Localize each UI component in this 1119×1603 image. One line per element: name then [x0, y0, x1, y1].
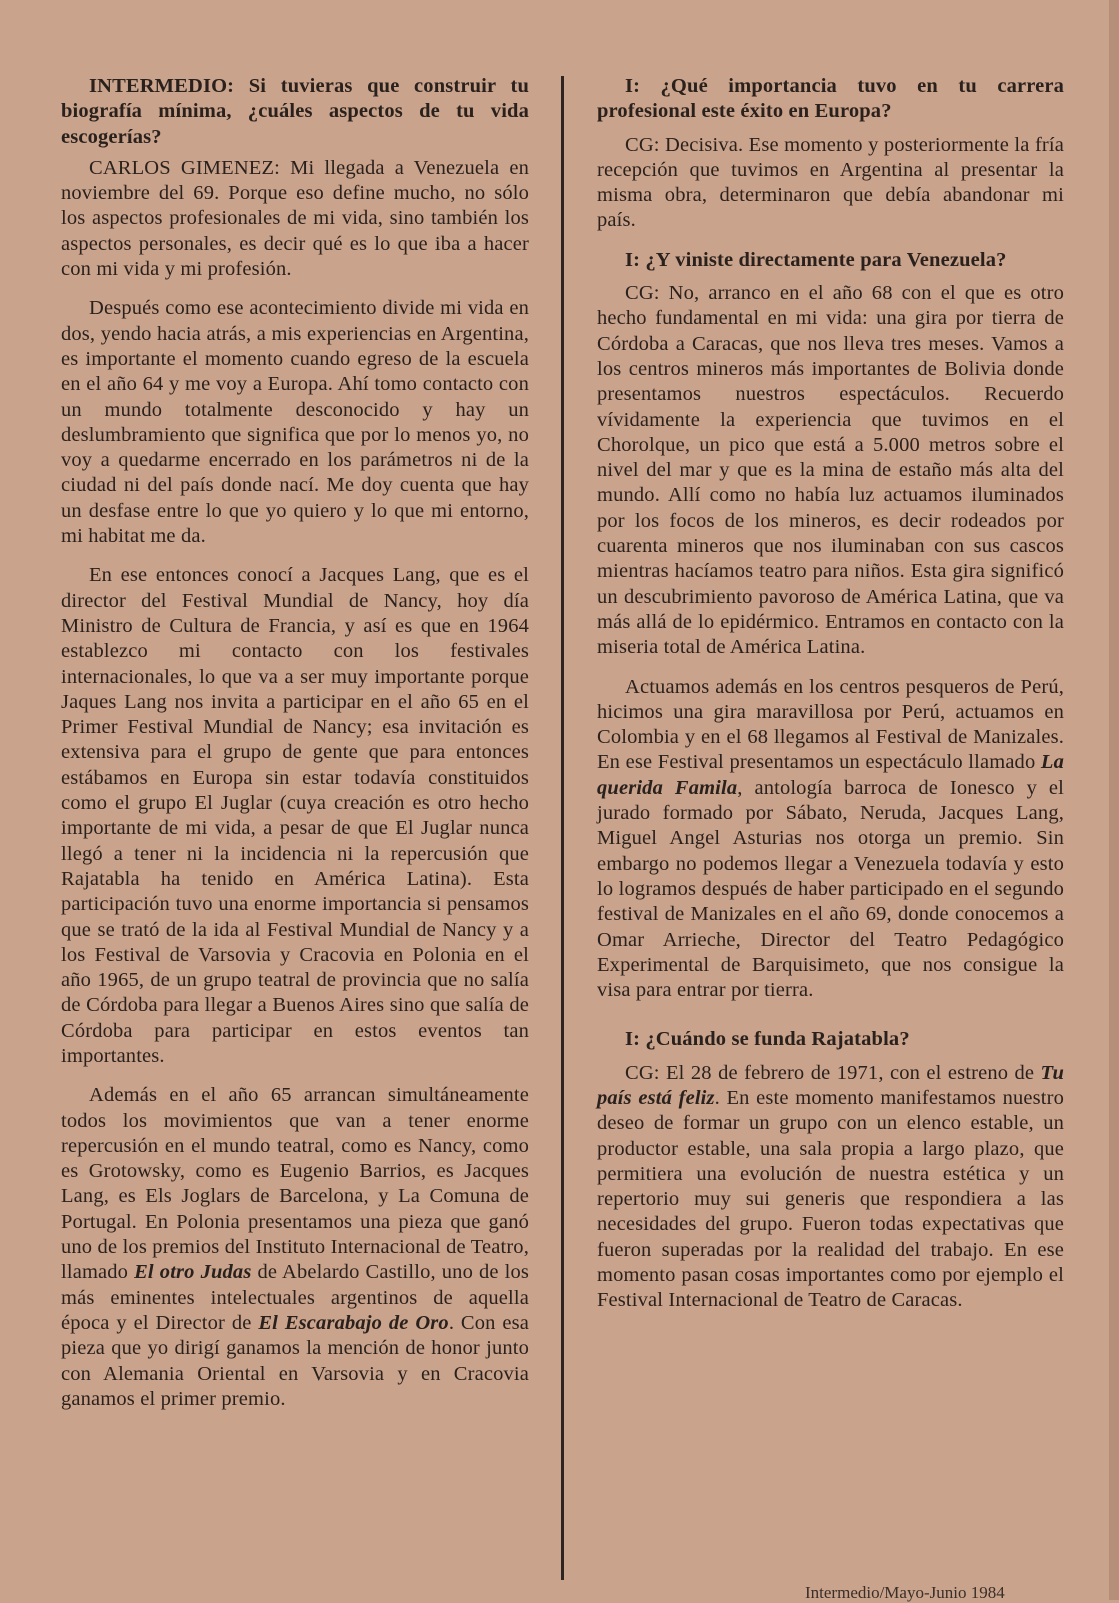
work-title: Tu país está feliz [597, 1061, 1064, 1109]
column-divider [561, 76, 564, 1580]
page-footer: Intermedio/Mayo-Junio 1984 [805, 1583, 1005, 1602]
paragraph-nancy: En ese entonces conocí a Jacques Lang, que es el director del Festival Mundial de Nancy, hoy día Ministro de Cultura de Francia, y así es que en 1964 establezco mi contacto con los festivales internacionales, lo que va a ser muy importante porque Jaques Lang nos invita a participar en el año 65 en el Primer Festival Mundial de Nancy; esa invitación es extensiva para el grupo de gente que para entonces estábamos en Europa sin estar todavía constituidos como el grupo El Juglar (cuya creación es otro hecho importante de mi vida, a pesar de que El Juglar nunca llegó a tener ni la incidencia ni la repercusión que Rajatabla ha tenido en América Latina). Esta participación tuvo una enorme importancia si pensamos que se trató de la ida al Festival Mundial de Nancy y a los Festival de Varsovia y Cracovia en Polonia en el año 1965, de un grupo teatral de provincia que no salía de Córdoba para llegar a Buenos Aires sino que salía de Córdoba para participar en estos eventos tan importantes. [61, 564, 529, 1067]
answer-tour: CG: No, arranco en el año 68 con el que es otro hecho fundamental en mi vida: una gira por tierra de Córdoba a Caracas, que nos lleva tres meses. Vamos a los centros mineros más importantes de Bolivia donde presentamos nuestros espectáculos. Recuerdo vívidamente la experiencia que tuvimos en el Chorolque, un pico que está a 5.000 metros sobre el nivel del mar y que es la mina de estaño más alta del mundo. Allí como no había luz actuamos iluminados por los focos de los mineros, es decir rodeados por cuarenta mineros que nos iluminaban con sus cascos mientras hacíamos teatro para niños. Esta gira significó un descubrimiento pavoroso de América Latina, que va más allá de lo epidérmico. Entramos en contacto con la miseria total de América Latina. [597, 282, 1064, 659]
question-rajatabla: I: ¿Cuándo se funda Rajatabla? [625, 1028, 910, 1051]
text-run: CG: El 28 de febrero de 1971, con el estreno de [625, 1061, 1041, 1084]
text-run: . En este momento manifestamos nuestro deseo de formar un grupo con un elenco estable, un productor estable, una sala propia a largo plazo, que permitiera una evolución de nuestra estética y un repertorio muy sui generis que respondiera a las necesidades del grupo. Fueron todas expectativas que fueron superadas por la realidad del trabajo. En ese momento pasan cosas importantes como por ejemplo el Festival Internacional de Teatro de Caracas. [597, 1086, 1064, 1312]
text-run: de Abelardo Castillo, uno de los más eminentes intelectuales argentinos de aquella época y el Director de [61, 1261, 530, 1334]
text-run: Actuamos además en los centros pesqueros de Perú, hicimos una gira maravillosa por Perú, actuamos en Colombia y en el 68 llegamos al Festival de Manizales. En ese Festival presentamos un espectáculo llamado [597, 675, 1064, 774]
answer-rajatabla [597, 1061, 1064, 1314]
paragraph-europe: Después como ese acontecimiento divide mi vida en dos, yendo hacia atrás, a mis experiencias en Argentina, es importante el momento cuando egreso de la escuela en el año 64 y me voy a Europa. Ahí tomo contacto con un mundo totalmente desconocido y hay un deslumbramiento que significa que por lo menos yo, no voy a quedarme encerrado en los parámetros ni de la ciudad ni del país donde nací. Me doy cuenta que hay un desfase entre lo que yo quiero y lo que mi entorno, mi habitat me da. [61, 297, 529, 548]
text-run: Además en el año 65 arrancan simultáneamente todos los movimientos que van a tener enorme repercusión en el mundo teatral, como es Nancy, como es Grotowsky, como es Eugenio Barrios, es Jacques Lang, es Els Joglars de Barcelona, y La Comuna de Portugal. En Polonia presentamos una pieza que ganó uno de los premios del Instituto Internacional de Teatro, llamado [61, 1084, 529, 1284]
interviewer-label: INTERMEDIO: [89, 75, 235, 97]
paragraph-movements [61, 1083, 529, 1412]
answer-decisive: CG: Decisiva. Ese momento y posteriormente la fría recepción que tuvimos en Argentina al presentar la misma obra, determinaron que debía abandonar mi país. [597, 133, 1064, 232]
page-edge [1109, 0, 1119, 1600]
work-title: El Escarabajo de Oro [258, 1311, 449, 1334]
question-biography [61, 74, 529, 150]
question-importance: I: ¿Qué importancia tuvo en tu carrera profesional este éxito en Europa? [597, 75, 1064, 123]
question-text: Si tuvieras que construir tu biografía mínima, ¿cuáles aspectos de tu vida escogerías? [61, 75, 529, 148]
answer-arrival: CARLOS GIMENEZ: Mi llegada a Venezuela en noviembre del 69. Porque eso define mucho, no sólo los aspectos profesionales de mi vida, sino también los aspectos personales, es decir qué es lo que iba a hacer con mi vida y mi profesión. [61, 156, 529, 281]
work-title: La querida Famila [597, 751, 1064, 799]
question-venezuela: I: ¿Y viniste directamente para Venezuela? [625, 248, 1007, 271]
right-column [597, 74, 1064, 1328]
work-title: El otro Judas [134, 1261, 252, 1284]
text-run: . Con esa pieza que yo dirigí ganamos la mención de honor junto con Alemania Oriental en Varsovia y en Cracovia ganamos el primer premio. [61, 1311, 529, 1410]
text-run: , antología barroca de Ionesco y el jurado formado por Sábato, Neruda, Jacques Lang, Miguel Angel Asturias nos otorga un premio. Sin embargo no podemos llegar a Venezuela todavía y esto lo logramos después de haber participado en el segundo festival de Manizales en el año 69, donde conocemos a Omar Arrieche, Director del Teatro Pedagógico Experimental de Barquisimeto, que nos consigue la visa para entrar por tierra. [597, 776, 1064, 1002]
left-column [61, 74, 529, 1426]
paragraph-manizales [597, 675, 1064, 1004]
